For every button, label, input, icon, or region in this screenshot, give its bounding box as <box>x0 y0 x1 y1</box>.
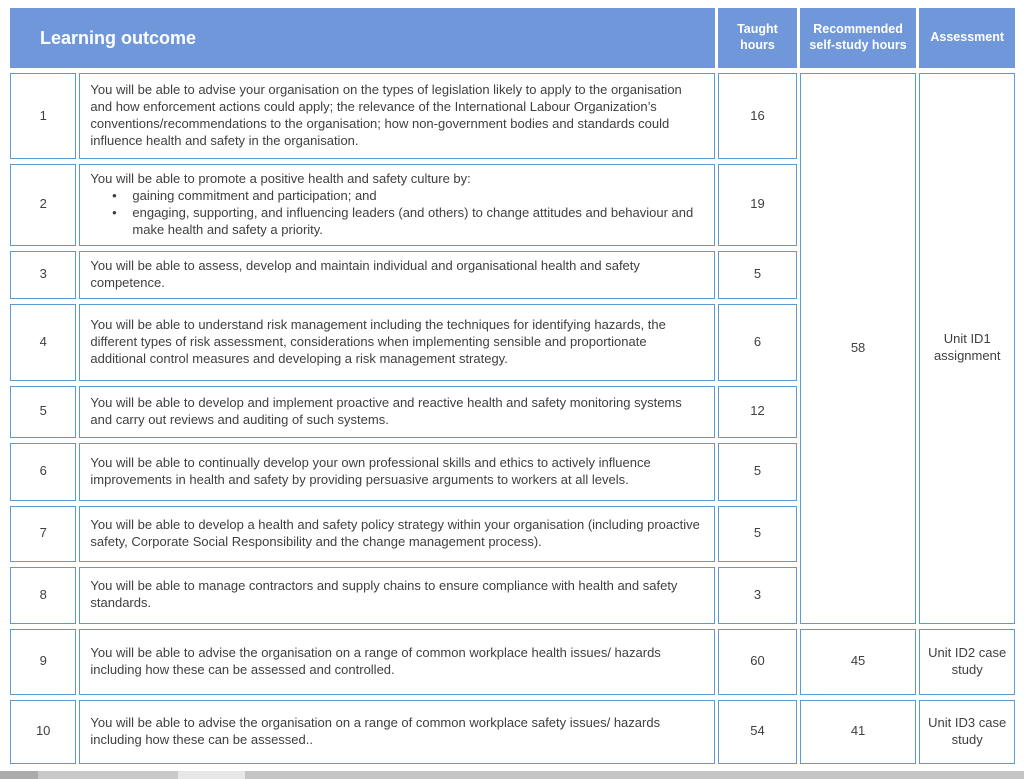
taught-hours-value: 3 <box>718 567 796 624</box>
outcome-number: 2 <box>10 164 76 246</box>
outcome-text: You will be able to develop and implement proactive and reactive health and safety monitoring systems and carry out reviews and auditing of such systems. <box>79 386 715 438</box>
outcome-text: You will be able to advise your organisation on the types of legislation likely to apply to the organisation and how enforcement actions could apply; the relevance of the International Labour Organization’s conventions/recommendations to the organisation; how non-government bodies and standards could influence health and safety in the organisation. <box>79 73 715 159</box>
bottom-edge-segment <box>178 771 245 779</box>
bottom-edge-segment <box>0 771 38 779</box>
outcome-text <box>79 164 715 246</box>
table-row-1 <box>10 73 1015 159</box>
learning-outcomes-table <box>7 3 1018 769</box>
outcome-text: You will be able to develop a health and safety policy strategy within your organisation (including proactive safety, Corporate Social Responsibility and the change management process). <box>79 506 715 562</box>
outcome-text-intro: You will be able to promote a positive health and safety culture by: <box>90 171 471 186</box>
header-row <box>10 8 1015 68</box>
column-header-learning-outcome: Learning outcome <box>10 8 715 68</box>
outcome-number: 3 <box>10 251 76 299</box>
outcome-number: 5 <box>10 386 76 438</box>
outcome-text: You will be able to advise the organisation on a range of common workplace safety issues/ hazards including how these can be assessed.. <box>79 700 715 764</box>
taught-hours-value: 12 <box>718 386 796 438</box>
self-study-hours-value: 41 <box>800 700 917 764</box>
bullet-item <box>90 188 700 205</box>
page-bottom-edge <box>0 771 1024 779</box>
bottom-edge-segment <box>38 771 178 779</box>
bullet-icon: • <box>112 187 117 203</box>
outcome-number: 6 <box>10 443 76 501</box>
bullet-item-text: gaining commitment and participation; and <box>132 187 377 203</box>
column-header-taught-hours: Taught hours <box>718 8 796 68</box>
taught-hours-value: 60 <box>718 629 796 695</box>
column-header-assessment: Assessment <box>919 8 1015 68</box>
bullet-item <box>90 205 700 239</box>
taught-hours-value: 5 <box>718 506 796 562</box>
table-row-9 <box>10 629 1015 695</box>
outcome-number: 1 <box>10 73 76 159</box>
assessment-value: Unit ID3 case study <box>919 700 1015 764</box>
outcome-text: You will be able to advise the organisation on a range of common workplace health issues/ hazards including how these can be assessed and controlled. <box>79 629 715 695</box>
column-header-self-study-hours: Recommended self-study hours <box>800 8 917 68</box>
outcome-text: You will be able to understand risk management including the techniques for identifying hazards, the different types of risk assessment, considerations when implementing sensible and proportionate additional control measures and developing a risk management strategy. <box>79 304 715 381</box>
taught-hours-value: 54 <box>718 700 796 764</box>
taught-hours-value: 6 <box>718 304 796 381</box>
outcome-text: You will be able to assess, develop and maintain individual and organisational health and safety competence. <box>79 251 715 299</box>
taught-hours-value: 16 <box>718 73 796 159</box>
self-study-hours-merged-value: 58 <box>800 73 917 624</box>
taught-hours-value: 5 <box>718 443 796 501</box>
self-study-hours-value: 45 <box>800 629 917 695</box>
table-row-10 <box>10 700 1015 764</box>
outcome-number: 7 <box>10 506 76 562</box>
taught-hours-value: 5 <box>718 251 796 299</box>
assessment-value: Unit ID2 case study <box>919 629 1015 695</box>
outcome-number: 10 <box>10 700 76 764</box>
outcome-number: 9 <box>10 629 76 695</box>
outcome-number: 4 <box>10 304 76 381</box>
bottom-edge-segment <box>245 771 1024 779</box>
outcome-text: You will be able to continually develop your own professional skills and ethics to actively influence improvements in health and safety by providing persuasive arguments to workers at all levels. <box>79 443 715 501</box>
taught-hours-value: 19 <box>718 164 796 246</box>
bullet-icon: • <box>112 204 117 220</box>
outcome-number: 8 <box>10 567 76 624</box>
assessment-merged-value: Unit ID1 assignment <box>919 73 1015 624</box>
outcome-text: You will be able to manage contractors and supply chains to ensure compliance with health and safety standards. <box>79 567 715 624</box>
bullet-item-text: engaging, supporting, and influencing leaders (and others) to change attitudes and behaviour and make health and safety a priority. <box>132 204 694 237</box>
